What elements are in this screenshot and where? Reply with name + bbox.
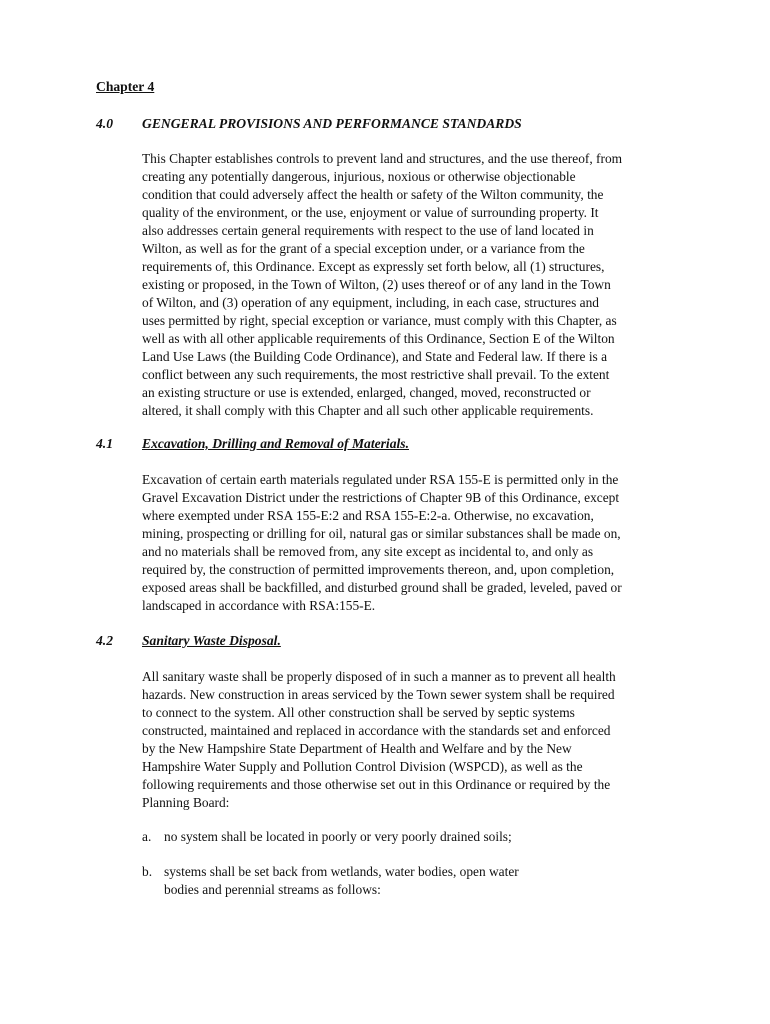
text-line: well as with all other applicable requirements of this Ordinance, Section E of the Wilton <box>142 331 615 346</box>
text-line: mining, prospecting or drilling for oil, natural gas or similar substances shall be made on, <box>142 526 621 541</box>
text-line: creating any potentially dangerous, injurious, noxious or otherwise objectionable <box>142 169 576 184</box>
section-4-2-paragraph <box>142 668 690 812</box>
text-line: Planning Board: <box>142 795 230 810</box>
text-line: requirements of, this Ordinance. Except as expressly set forth below, all (1) structures, <box>142 259 605 274</box>
section-4-0-paragraph <box>142 150 690 420</box>
text-line: and no materials shall be removed from, any site except as incidental to, and only as <box>142 544 594 559</box>
text-line: required by, the construction of permitted improvements thereon, and, upon completion, <box>142 562 615 577</box>
section-4-1-number: 4.1 <box>96 436 113 451</box>
list-marker-a: a. <box>142 829 152 844</box>
text-line: All sanitary waste shall be properly disposed of in such a manner as to prevent all health <box>142 669 616 684</box>
text-line: bodies and perennial streams as follows: <box>164 882 381 897</box>
text-line: conflict between any such requirements, the most restrictive shall prevail. To the extent <box>142 367 610 382</box>
section-4-0-number: 4.0 <box>96 116 113 131</box>
text-line: hazards. New construction in areas serviced by the Town sewer system shall be required <box>142 687 615 702</box>
section-4-0-heading: GENGERAL PROVISIONS AND PERFORMANCE STANDARDS <box>142 116 522 131</box>
chapter-title: Chapter 4 <box>96 79 155 94</box>
text-line: quality of the environment, or the use, enjoyment or value of surrounding property. It <box>142 205 599 220</box>
text-line: also addresses certain general requirements with respect to the use of land located in <box>142 223 594 238</box>
text-line: Wilton, as well as for the grant of a special exception under, or a variance from the <box>142 241 585 256</box>
text-line: following requirements and those otherwise set out in this Ordinance or required by the <box>142 777 611 792</box>
section-4-1-heading: Excavation, Drilling and Removal of Materials. <box>142 436 409 451</box>
list-marker-b: b. <box>142 864 153 879</box>
text-line: uses permitted by right, special exception or variance, must comply with this Chapter, as <box>142 313 617 328</box>
text-line: systems shall be set back from wetlands, water bodies, open water <box>164 864 519 879</box>
text-line: condition that could adversely affect the health or safety of the Wilton community, the <box>142 187 604 202</box>
list-text-b <box>164 863 519 899</box>
text-line: Hampshire Water Supply and Pollution Control Division (WSPCD), as well as the <box>142 759 583 774</box>
text-line: Gravel Excavation District under the restrictions of Chapter 9B of this Ordinance, except <box>142 490 620 505</box>
section-4-2-heading: Sanitary Waste Disposal. <box>142 633 281 648</box>
list-text-a <box>164 828 512 846</box>
text-line: altered, it shall comply with this Chapter and all such other applicable requirements. <box>142 403 594 418</box>
text-line: Land Use Laws (the Building Code Ordinance), and State and Federal law. If there is a <box>142 349 608 364</box>
section-4-2-number: 4.2 <box>96 633 113 648</box>
text-line: exposed areas shall be backfilled, and disturbed ground shall be graded, leveled, paved or <box>142 580 622 595</box>
text-line: existing or proposed, in the Town of Wilton, (2) uses thereof or of any land in the Town <box>142 277 611 292</box>
text-line: no system shall be located in poorly or very poorly drained soils; <box>164 829 512 844</box>
text-line: by the New Hampshire State Department of Health and Welfare and by the New <box>142 741 572 756</box>
text-line: This Chapter establishes controls to prevent land and structures, and the use thereof, from <box>142 151 623 166</box>
section-4-1-paragraph <box>142 471 690 615</box>
text-line: landscaped in accordance with RSA:155-E. <box>142 598 376 613</box>
text-line: Excavation of certain earth materials regulated under RSA 155-E is permitted only in the <box>142 472 619 487</box>
text-line: where exempted under RSA 155-E:2 and RSA 155-E:2-a. Otherwise, no excavation, <box>142 508 594 523</box>
text-line: an existing structure or use is extended, enlarged, changed, moved, reconstructed or <box>142 385 591 400</box>
text-line: to connect to the system. All other construction shall be served by septic systems <box>142 705 575 720</box>
text-line: of Wilton, and (3) operation of any equipment, including, in each case, structures and <box>142 295 599 310</box>
text-line: constructed, maintained and replaced in accordance with the standards set and enforced <box>142 723 611 738</box>
